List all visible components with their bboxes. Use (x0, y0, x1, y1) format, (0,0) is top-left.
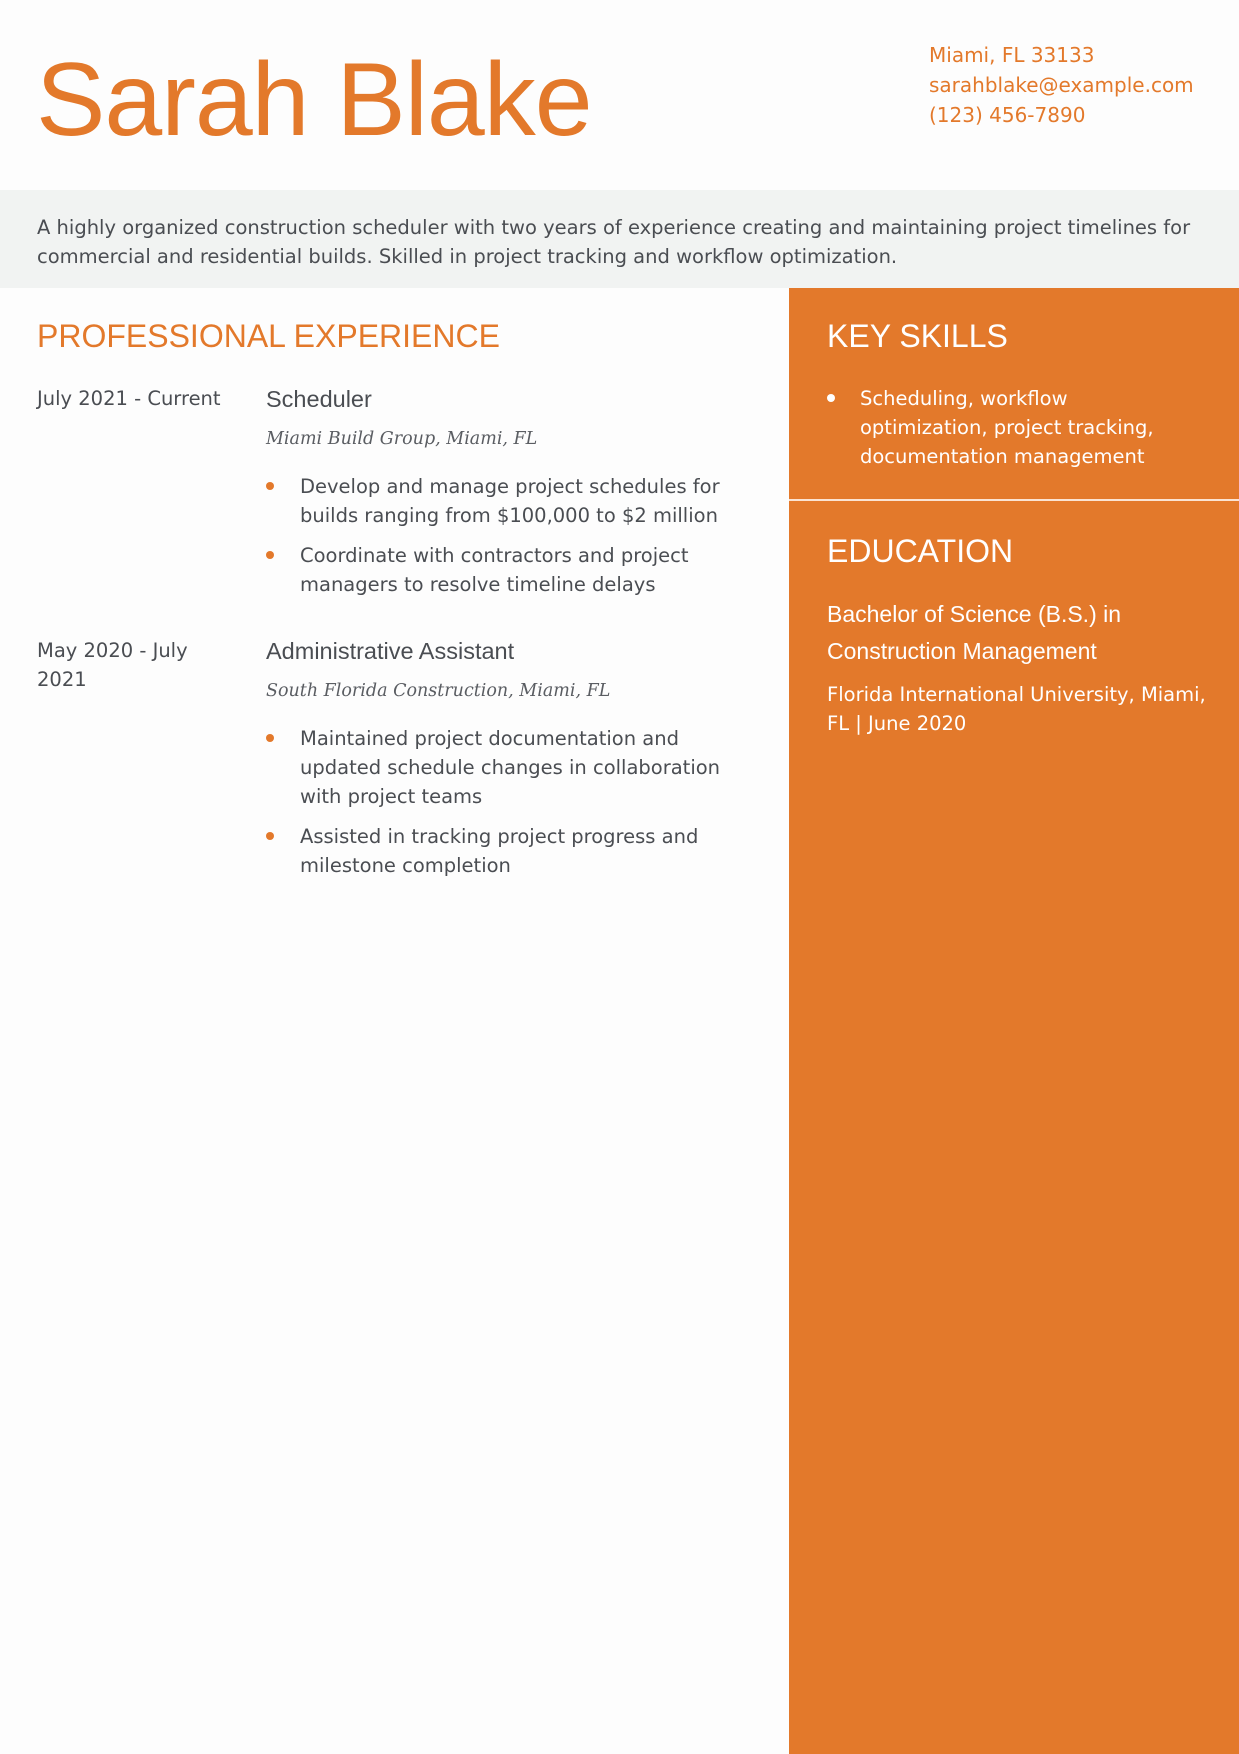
contact-location: Miami, FL 33133 (929, 43, 1095, 67)
job-bullet: Coordinate with contractors and project managers to resolve timeline delays (266, 541, 766, 599)
bullet-dot-icon (266, 734, 274, 742)
bullet-dot-icon (266, 832, 274, 840)
job-dates: May 2020 - July 2021 (37, 639, 188, 691)
candidate-name: Sarah Blake (36, 42, 592, 158)
job-role: Scheduler (266, 386, 372, 412)
education-school: Florida International University, Miami, FL | June 2020 (827, 683, 1206, 735)
job-role: Administrative Assistant (266, 638, 515, 664)
education-heading: EDUCATION (827, 533, 1014, 569)
sidebar-column (789, 288, 1239, 1754)
job-company: South Florida Construction, Miami, FL (266, 681, 611, 701)
bullet-dot-icon (827, 394, 835, 402)
job-dates: July 2021 - Current (37, 387, 221, 410)
bullet-dot-icon (266, 482, 274, 490)
skills-heading: KEY SKILLS (827, 318, 1008, 354)
experience-heading: PROFESSIONAL EXPERIENCE (37, 318, 500, 354)
job-bullets (266, 472, 766, 610)
contact-block (929, 40, 1194, 130)
skill-item: Scheduling, workflow optimization, project tracking, documentation management (860, 387, 1154, 468)
summary-section (0, 190, 1239, 288)
job-bullet: Assisted in tracking project progress and milestone completion (266, 822, 766, 880)
job-company: Miami Build Group, Miami, FL (266, 429, 538, 449)
education-degree: Bachelor of Science (B.S.) in Construction Management (827, 601, 1122, 664)
resume-header (0, 0, 1239, 190)
contact-email[interactable]: sarahblake@example.com (929, 73, 1194, 97)
job-bullet: Develop and manage project schedules for builds ranging from $100,000 to $2 million (266, 472, 766, 530)
job-bullets (266, 724, 766, 891)
contact-phone[interactable]: (123) 456-7890 (929, 103, 1086, 127)
job-bullet: Maintained project documentation and updated schedule changes in collaboration with project teams (266, 724, 766, 811)
skills-section (789, 288, 1239, 501)
bullet-dot-icon (266, 551, 274, 559)
summary-text: A highly organized construction scheduler with two years of experience creating and maintaining project timelines for commercial and residential builds. Skilled in project tracking and workflow optimization. (37, 216, 1191, 268)
